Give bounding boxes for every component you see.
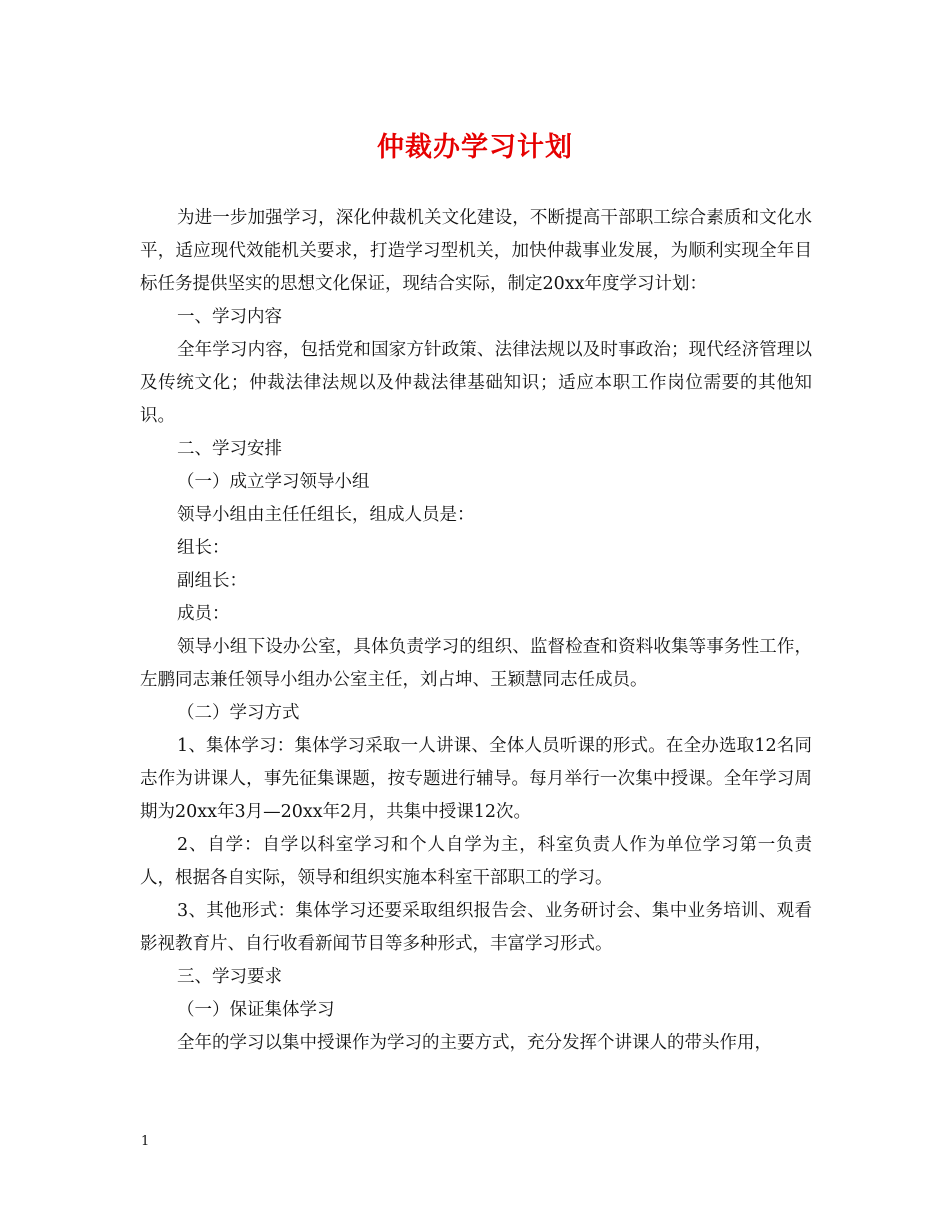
study-content-paragraph: 全年学习内容，包括党和国家方针政策、法律法规以及时事政治；现代经济管理以及传统文化；仲裁法律法规以及仲裁法律基础知识；适应本职工作岗位需要的其他知识。 <box>140 340 812 426</box>
collective-study-paragraph: 1、集体学习：集体学习采取一人讲课、全体人员听课的形式。在全办选取12名同志作为讲课人，事先征集课题，按专题进行辅导。每月举行一次集中授课。全年学习周期为20xx年3月—20xx年2月，共集中授课12次。 <box>140 736 812 822</box>
members-line: 成员： <box>177 604 230 624</box>
subheading-ensure-collective-study: （一）保证集体学习 <box>177 1000 335 1020</box>
deputy-leader-line: 副组长： <box>177 571 247 591</box>
document-body <box>140 202 812 1060</box>
section-heading-study-requirements: 三、学习要求 <box>177 967 282 987</box>
other-forms-paragraph: 3、其他形式：集体学习还要采取组织报告会、业务研讨会、集中业务培训、观看影视教育片、自行收看新闻节目等多种形式，丰富学习形式。 <box>140 901 812 954</box>
subheading-leading-group: （一）成立学习领导小组 <box>177 472 370 492</box>
leading-group-paragraph: 领导小组由主任任组长，组成人员是： <box>177 505 475 525</box>
document-title: 仲裁办学习计划 <box>377 132 573 163</box>
subheading-study-methods: （二）学习方式 <box>177 703 300 723</box>
office-paragraph: 领导小组下设办公室，具体负责学习的组织、监督检查和资料收集等事务性工作，左鹏同志兼任领导小组办公室主任，刘占坤、王颖慧同志任成员。 <box>140 637 812 690</box>
intro-paragraph: 为进一步加强学习，深化仲裁机关文化建设，不断提高干部职工综合素质和文化水平，适应现代效能机关要求，打造学习型机关，加快仲裁事业发展，为顺利实现全年目标任务提供坚实的思想文化保证，现结合实际，制定20xx年度学习计划： <box>140 208 812 294</box>
self-study-paragraph: 2、自学：自学以科室学习和个人自学为主，科室负责人作为单位学习第一负责人，根据各自实际，领导和组织实施本科室干部职工的学习。 <box>140 835 812 888</box>
page-number: 1 <box>141 1134 150 1149</box>
group-leader-line: 组长： <box>177 538 230 558</box>
section-heading-study-content: 一、学习内容 <box>177 307 282 327</box>
section-heading-study-arrangement: 二、学习安排 <box>177 439 282 459</box>
collective-study-requirement-paragraph: 全年的学习以集中授课作为学习的主要方式，充分发挥个讲课人的带头作用， <box>177 1033 772 1053</box>
